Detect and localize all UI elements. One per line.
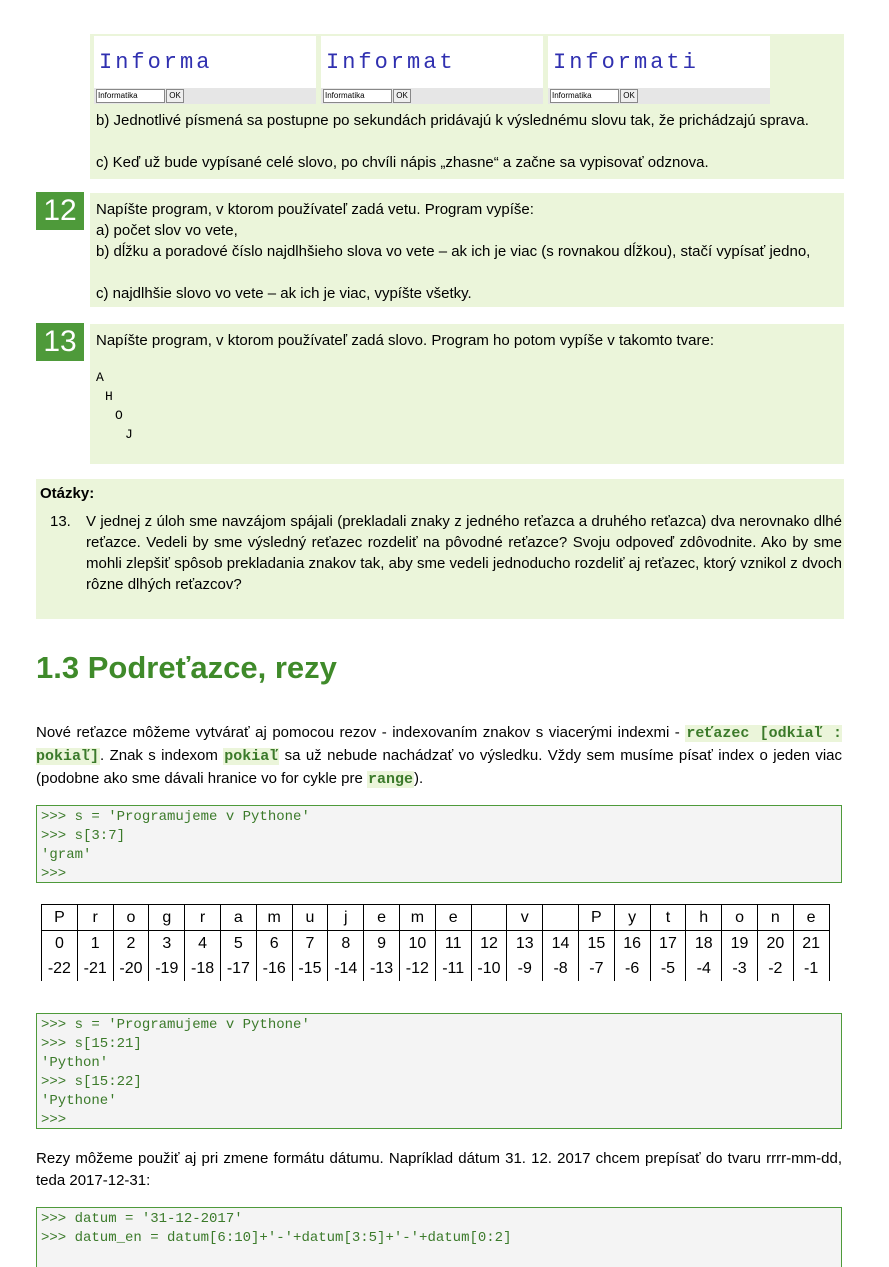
index-cell: y	[614, 905, 650, 931]
index-cell: r	[185, 905, 221, 931]
demo-input[interactable]: Informatika	[96, 89, 165, 103]
index-cell: 15	[578, 931, 614, 957]
code-line: >>> s = 'Programujeme v Pythone'	[41, 809, 310, 825]
demo-word: Informat	[326, 50, 456, 75]
index-cell: 17	[650, 931, 686, 957]
index-cell: e	[435, 905, 471, 931]
para-text: sa už nebude nachádzať vo výsledku. Vždy sem musíme písať index o jeden viac (podobne ako sme dávali hranice vo for cykle pre	[36, 747, 842, 787]
index-cell: m	[399, 905, 435, 931]
index-cell: 4	[185, 931, 221, 957]
demo-bar	[321, 88, 543, 104]
index-cell: t	[650, 905, 686, 931]
letter-h: H	[105, 389, 113, 404]
section-heading: 1.3 Podreťazce, rezy	[36, 650, 337, 685]
code-line: >>>	[41, 1112, 67, 1128]
index-cell: P	[42, 905, 78, 931]
index-cell: 11	[435, 931, 471, 957]
index-cell: 12	[471, 931, 507, 957]
question-number: 13.	[50, 513, 71, 530]
index-cell: -9	[507, 956, 543, 981]
task13-intro: Napíšte program, v ktorom používateľ zadá slovo. Program ho potom vypíše v takomto tvare:	[96, 332, 714, 349]
index-cell: o	[722, 905, 758, 931]
code-block-1	[36, 805, 842, 883]
index-cell: -1	[793, 956, 829, 981]
ok-button[interactable]: OK	[620, 89, 638, 103]
demo-bar	[94, 88, 316, 104]
index-cell: -21	[77, 956, 113, 981]
inline-code: range	[368, 771, 414, 788]
index-cell: -5	[650, 956, 686, 981]
index-cell: 13	[507, 931, 543, 957]
index-cell: j	[328, 905, 364, 931]
questions-title: Otázky:	[40, 485, 95, 502]
index-cell: e	[793, 905, 829, 931]
index-cell: -15	[292, 956, 328, 981]
index-cell: a	[220, 905, 256, 931]
index-cell: -2	[757, 956, 793, 981]
code-line: >>> s[15:22]	[41, 1074, 142, 1090]
para-text: Nové reťazce môžeme vytvárať aj pomocou rezov - indexovaním znakov s viacerými indexmi -	[36, 724, 680, 741]
slice-paragraph	[36, 722, 842, 791]
index-cell: 14	[543, 931, 579, 957]
inline-code: pokiaľ	[224, 748, 279, 765]
demo-word: Informati	[553, 50, 699, 75]
letter-o: O	[115, 408, 123, 423]
index-table	[41, 904, 830, 981]
demo-word: Informa	[99, 50, 213, 75]
index-cell: 18	[686, 931, 722, 957]
index-row-positive	[42, 931, 830, 957]
index-cell: -16	[256, 956, 292, 981]
index-cell: -19	[149, 956, 185, 981]
code-line: 'Python'	[41, 1055, 109, 1071]
task13-number: 13	[36, 323, 84, 361]
index-cell: 8	[328, 931, 364, 957]
demo-frame-3	[548, 36, 770, 104]
index-cell: 10	[399, 931, 435, 957]
index-row-chars	[42, 905, 830, 931]
ok-button[interactable]: OK	[393, 89, 411, 103]
index-cell: -12	[399, 956, 435, 981]
index-row-negative	[42, 956, 830, 981]
index-cell: n	[757, 905, 793, 931]
demo-input[interactable]: Informatika	[550, 89, 619, 103]
index-cell: 2	[113, 931, 149, 957]
para-text: ).	[414, 770, 424, 787]
task12-c: c) najdlhšie slovo vo vete – ak ich je viac, vypíšte všetky.	[96, 285, 472, 302]
index-cell: -3	[722, 956, 758, 981]
code-line: >>> s[15:21]	[41, 1036, 142, 1052]
index-cell: -13	[364, 956, 400, 981]
ok-button[interactable]: OK	[166, 89, 184, 103]
task12-b: b) dĺžku a poradové číslo najdlhšieho slova vo vete – ak ich je viac (s rovnakou dĺžkou), stačí vypísať jedno,	[96, 243, 811, 260]
index-cell: 7	[292, 931, 328, 957]
index-cell: -4	[686, 956, 722, 981]
task11-line-b: b) Jednotlivé písmená sa postupne po sekundách pridávajú k výslednému slovu tak, že prichádzajú sprava.	[96, 112, 809, 129]
code-line: >>> datum = '31-12-2017'	[41, 1211, 243, 1227]
index-cell	[543, 905, 579, 931]
code-block-2	[36, 1013, 842, 1129]
index-cell: u	[292, 905, 328, 931]
index-cell: 19	[722, 931, 758, 957]
index-cell: 16	[614, 931, 650, 957]
index-cell: o	[113, 905, 149, 931]
index-cell: -14	[328, 956, 364, 981]
code-block-3	[36, 1207, 842, 1267]
date-paragraph: Rezy môžeme použiť aj pri zmene formátu dátumu. Napríklad dátum 31. 12. 2017 chcem prepísať do tvaru rrrr-mm-dd, teda 2017-12-31:	[36, 1150, 842, 1189]
index-cell: 3	[149, 931, 185, 957]
index-cell: -11	[435, 956, 471, 981]
index-cell: 0	[42, 931, 78, 957]
index-cell: -18	[185, 956, 221, 981]
demo-bar	[548, 88, 770, 104]
letter-j: J	[125, 427, 133, 442]
index-cell: h	[686, 905, 722, 931]
index-cell: 21	[793, 931, 829, 957]
index-cell: -20	[113, 956, 149, 981]
code-line: >>> s[3:7]	[41, 828, 126, 844]
index-cell: -7	[578, 956, 614, 981]
index-cell: P	[578, 905, 614, 931]
index-cell: 5	[220, 931, 256, 957]
para-text: . Znak s indexom	[100, 747, 224, 764]
task12-intro: Napíšte program, v ktorom používateľ zadá vetu. Program vypíše:	[96, 201, 534, 218]
inline-code: reťazec [odkiaľ : pokiaľ]	[36, 725, 843, 765]
index-cell: -6	[614, 956, 650, 981]
index-cell	[471, 905, 507, 931]
demo-frame-1	[94, 36, 316, 104]
index-cell: 1	[77, 931, 113, 957]
demo-frame-2	[321, 36, 543, 104]
demo-input[interactable]: Informatika	[323, 89, 392, 103]
code-line: >>>	[41, 866, 67, 882]
index-cell: r	[77, 905, 113, 931]
index-cell: -17	[220, 956, 256, 981]
index-cell: m	[256, 905, 292, 931]
index-cell: -8	[543, 956, 579, 981]
code-line: >>> datum_en = datum[6:10]+'-'+datum[3:5]+'-'+datum[0:2]	[41, 1230, 512, 1246]
index-cell: e	[364, 905, 400, 931]
question-text: V jednej z úloh sme navzájom spájali (prekladali znaky z jedného reťazca a druhého reťazca) dva nerovnako dlhé reťazce. Vedeli by sme výsledný reťazec rozdeliť na pôvodné reťazce? Svoju odpoveď zdôvodnite. Ako by sme mohli zlepšiť spôsob prekladania znakov tak, aby sme vedeli jednoducho rozdeliť aj reťazec, ktorý vznikol z dvoch rôzne dlhých reťazcov?	[86, 513, 842, 593]
index-cell: v	[507, 905, 543, 931]
code-line: >>> s = 'Programujeme v Pythone'	[41, 1017, 310, 1033]
code-line: 'Pythone'	[41, 1093, 117, 1109]
index-cell: 6	[256, 931, 292, 957]
index-cell: -22	[42, 956, 78, 981]
task12-a: a) počet slov vo vete,	[96, 222, 238, 239]
code-line: 'gram'	[41, 847, 92, 863]
task11-line-c: c) Keď už bude vypísané celé slovo, po chvíli nápis „zhasne“ a začne sa vypisovať odznova.	[96, 154, 709, 171]
letter-a: A	[96, 370, 104, 385]
task12-number: 12	[36, 192, 84, 230]
index-cell: 20	[757, 931, 793, 957]
index-cell: 9	[364, 931, 400, 957]
index-cell: -10	[471, 956, 507, 981]
index-cell: g	[149, 905, 185, 931]
